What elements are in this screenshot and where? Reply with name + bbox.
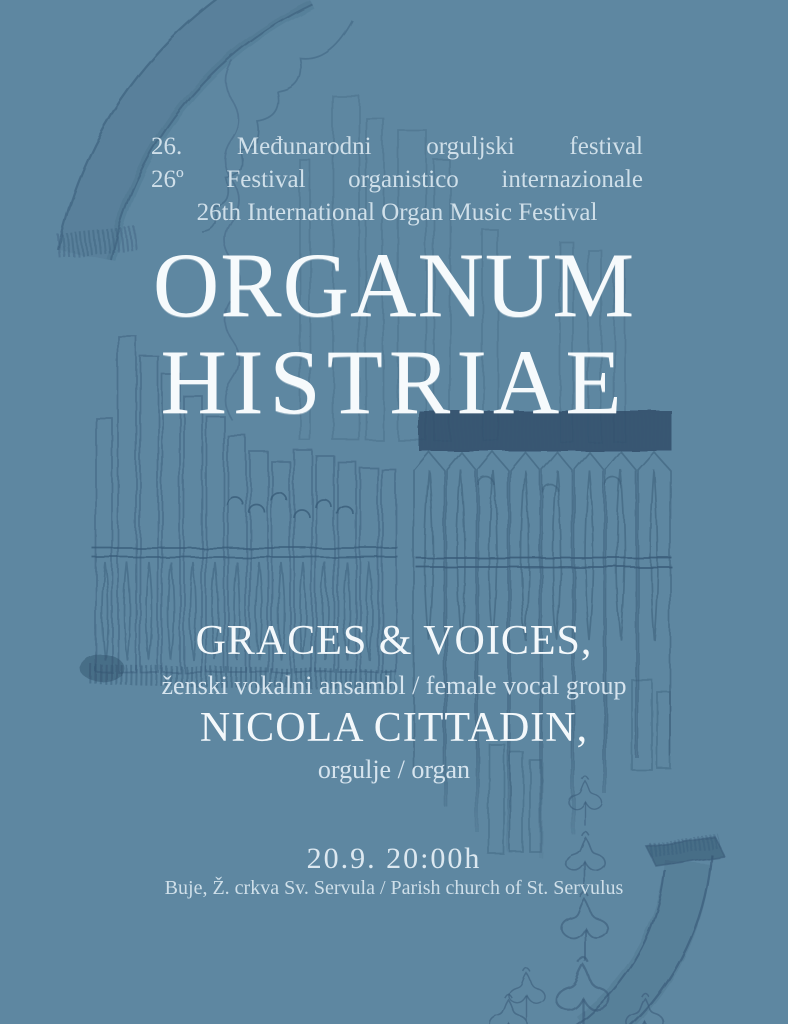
title-word-histriae: HISTRIAE xyxy=(160,331,628,433)
performer-name-graces-and-voices: GRACES & VOICES, xyxy=(195,618,593,664)
festival-line-italian: 26º Festival organistico internazionale xyxy=(151,166,643,193)
festival-line-croatian: 26. Međunarodni orguljski festival xyxy=(151,133,643,160)
festival-header xyxy=(151,130,643,229)
festival-line-english: 26th International Organ Music Festival xyxy=(196,199,598,226)
performer-desc-nicola-cittadin: orgulje / organ xyxy=(317,755,471,784)
event-venue: Buje, Ž. crkva Sv. Servula / Parish church of St. Servulus xyxy=(164,877,624,899)
performer-name-nicola-cittadin: NICOLA CITTADIN, xyxy=(199,705,589,751)
performer-desc-graces-and-voices: ženski vokalni ansambl / female vocal group xyxy=(161,671,627,700)
event-datetime: 20.9. 20:00h xyxy=(306,842,482,875)
title-word-organum: ORGANUM xyxy=(152,234,636,336)
poster-title xyxy=(0,234,788,433)
